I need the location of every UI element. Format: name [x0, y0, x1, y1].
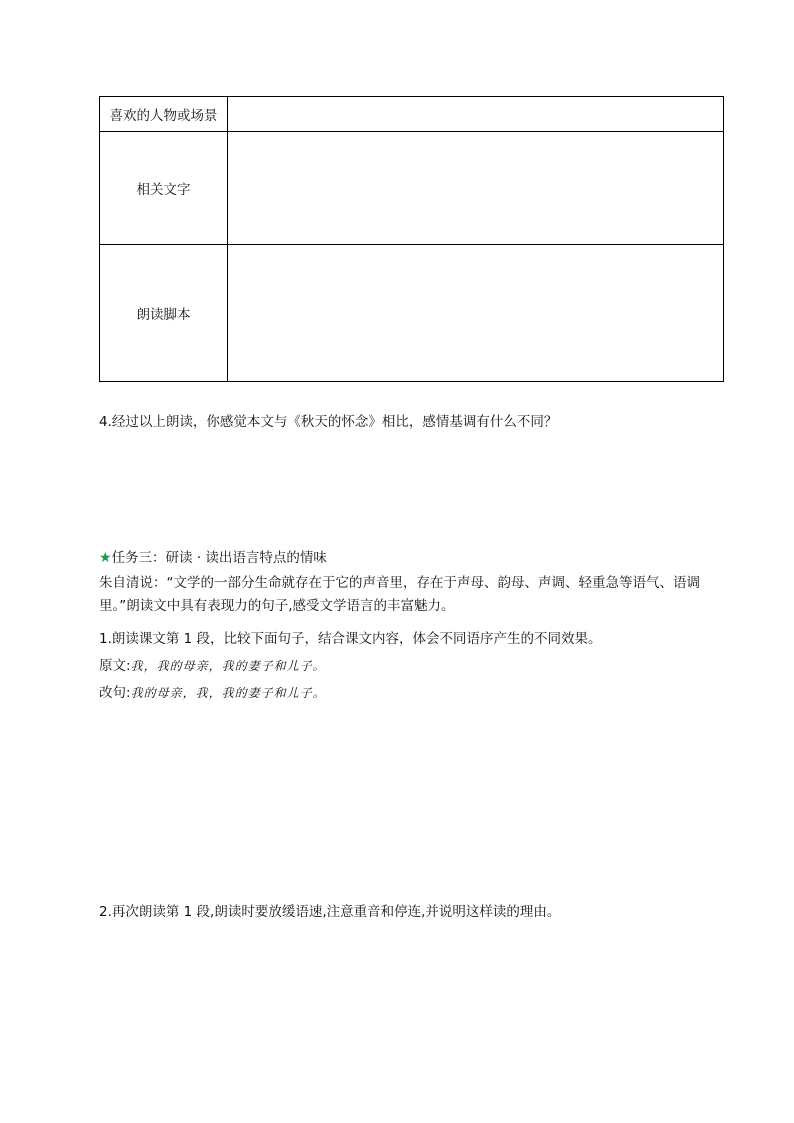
table-label-cell: 朗读脚本: [100, 245, 228, 382]
task3-heading: [99, 548, 327, 568]
table-row: [100, 245, 724, 382]
reading-table: [99, 96, 724, 382]
task3-intro: 朱自清说：“文学的一部分生命就存在于它的声音里，存在于声母、韵母、声调、轻重急等语气、语调里。”朗读文中具有表现力的句子,感受文学语言的丰富魅力。: [99, 575, 700, 614]
question-1: 1.朗读课文第 1 段，比较下面句子，结合课文内容，体会不同语序产生的不同效果。: [99, 631, 602, 647]
star-icon: ★: [99, 550, 112, 566]
original-sentence: [99, 656, 326, 676]
original-label: 原文:: [99, 658, 131, 674]
original-text: 我，我的母亲，我的妻子和儿子。: [130, 659, 326, 673]
task3-title: 任务三：研读 · 读出语言特点的情味: [111, 550, 327, 566]
table-label-cell: 喜欢的人物或场景: [100, 97, 228, 132]
table-label-cell: 相关文字: [100, 132, 228, 245]
table-answer-cell[interactable]: [228, 132, 724, 245]
revised-sentence: [99, 683, 326, 703]
revised-text: 我的母亲，我，我的妻子和儿子。: [130, 686, 326, 700]
table-answer-cell[interactable]: [228, 245, 724, 382]
question-4: 4.经过以上朗读，你感觉本文与《秋天的怀念》相比，感情基调有什么不同？: [99, 414, 558, 430]
table-row: [100, 97, 724, 132]
revised-label: 改句:: [99, 685, 131, 701]
question-2: 2.再次朗读第 1 段,朗读时要放缓语速,注意重音和停连,并说明这样读的理由。: [99, 904, 561, 920]
table-answer-cell[interactable]: [228, 97, 724, 132]
table-row: [100, 132, 724, 245]
